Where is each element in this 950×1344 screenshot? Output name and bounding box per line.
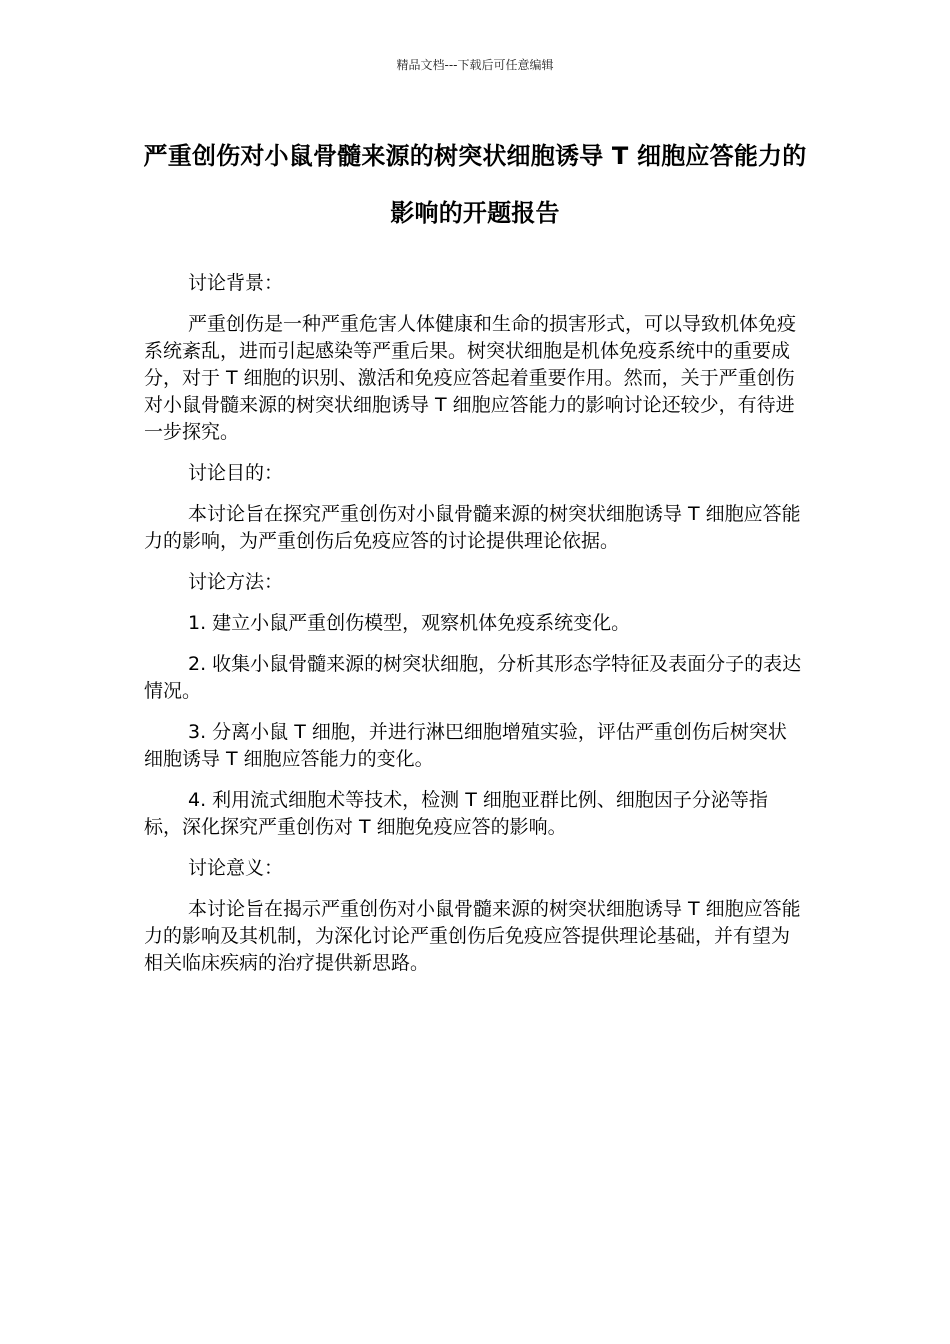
purpose-heading: 讨论目的： <box>188 462 284 484</box>
methods-heading: 讨论方法： <box>188 571 284 593</box>
significance-paragraph: 本讨论旨在揭示严重创伤对小鼠骨髓来源的树突状细胞诱导 T 细胞应答能力的影响及其机制，为深化讨论严重创伤后免疫应答提供理论基础，并有望为相关临床疾病的治疗提供新思路。 <box>144 898 801 974</box>
method-item-4: 4. 利用流式细胞术等技术，检测 T 细胞亚群比例、细胞因子分泌等指标，深化探究严重创伤对 T 细胞免疫应答的影响。 <box>144 789 768 838</box>
document-body <box>144 270 804 991</box>
document-title: 严重创伤对小鼠骨髓来源的树突状细胞诱导 T 细胞应答能力的影响的开题报告 <box>143 142 807 227</box>
page-header-note: 精品文档---下载后可任意编辑 <box>396 58 554 72</box>
background-heading: 讨论背景： <box>188 272 284 294</box>
purpose-paragraph: 本讨论旨在探究严重创伤对小鼠骨髓来源的树突状细胞诱导 T 细胞应答能力的影响，为严重创伤后免疫应答的讨论提供理论依据。 <box>144 503 801 552</box>
method-item-3: 3. 分离小鼠 T 细胞，并进行淋巴细胞增殖实验，评估严重创伤后树突状细胞诱导 T 细胞应答能力的变化。 <box>144 721 787 770</box>
significance-heading: 讨论意义： <box>188 857 284 879</box>
background-paragraph: 严重创伤是一种严重危害人体健康和生命的损害形式，可以导致机体免疫系统紊乱，进而引起感染等严重后果。树突状细胞是机体免疫系统中的重要成分，对于 T 细胞的识别、激活和免疫应答起着重要作用。然而，关于严重创伤对小鼠骨髓来源的树突状细胞诱导 T 细胞应答能力的影响讨论还较少，有待进一步探究。 <box>144 313 797 443</box>
method-item-1: 1. 建立小鼠严重创伤模型，观察机体免疫系统变化。 <box>188 612 631 634</box>
method-item-2: 2. 收集小鼠骨髓来源的树突状细胞，分析其形态学特征及表面分子的表达情况。 <box>144 653 802 702</box>
